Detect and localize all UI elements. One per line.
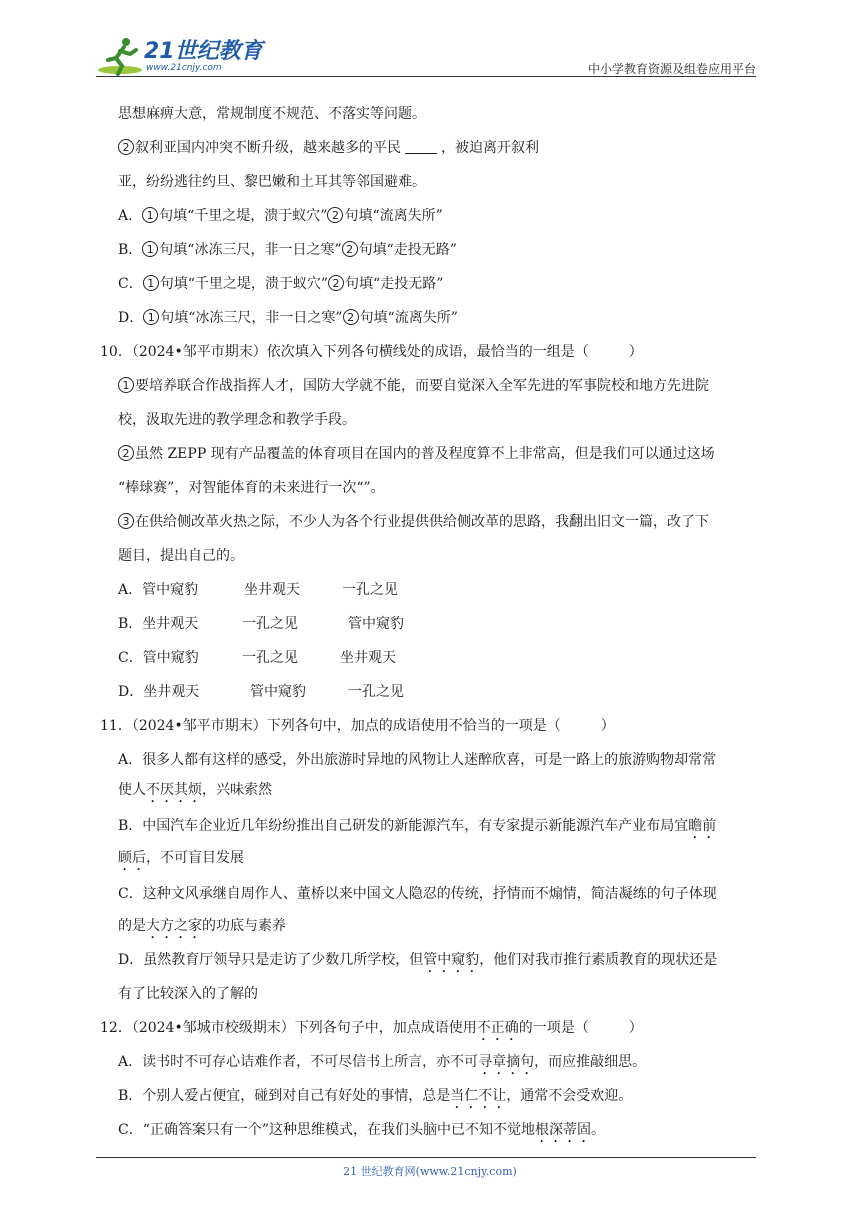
question-12-stem: 12．（2024•邹城市校级期末）下列各句子中，加点成语使用不正确的一项是（ ） (100, 1020, 643, 1036)
text-line: “棒球赛”，对智能体育的未来进行一次“”。 (118, 480, 385, 496)
platform-title: 中小学教育资源及组卷应用平台 (587, 62, 756, 76)
text-line: 校，汲取先进的教学理念和教学手段。 (118, 412, 356, 428)
option-b: B．坐井观天 一孔之见 管中窥豹 (118, 616, 404, 632)
text-line: 3 在供给侧改革火热之际，不少人为各个行业提供供给侧改革的思路，我翻出旧文一篇，改了下 (118, 512, 709, 532)
option-d: D． 1 句填“冰冻三尺，非一日之寒” 2 句填“流离失所” (118, 310, 458, 326)
text-line: 2 叙利亚国内冲突不断升级，越来越多的平民 ，被迫离开叙利 (118, 138, 539, 158)
text-line: 有了比较深入的了解的 (118, 986, 258, 1002)
question-10-stem: 10．（2024•邹平市期末）依次填入下列各句横线处的成语，最恰当的一组是（ ） (100, 344, 643, 360)
text-line: 1 要培养联合作战指挥人才，国防大学就不能，而要自觉深入全军先进的军事院校和地方先进院 (118, 376, 709, 396)
logo-url: www.21cnjy.com (146, 63, 222, 73)
option-b: B．个别人爱占便宜，碰到对自己有好处的事情，总是当仁不让，通常不会受欢迎。 (118, 1088, 633, 1104)
option-a: A． 1 句填“千里之堤，溃于蚁穴” 2 句填“流离失所” (118, 208, 443, 224)
option-d: D．坐井观天 管中窥豹 一孔之见 (118, 684, 404, 700)
option-c: C． 1 句填“千里之堤，溃于蚁穴” 2 句填“走投无路” (118, 276, 444, 292)
fill-blank (405, 139, 437, 154)
footer-divider (96, 1157, 756, 1158)
text-line: 题目，提出自己的。 (118, 548, 244, 564)
runner-logo-icon (96, 36, 146, 78)
page-footer: 21 世纪教育网(www.21cnjy.com) (343, 1165, 517, 1178)
text-line: 使人不厌其烦，兴味索然 (118, 782, 272, 798)
option-a: A．管中窥豹 坐井观天 一孔之见 (118, 582, 398, 598)
text-line: 2 虽然 ZEPP 现有产品覆盖的体育项目在国内的普及程度算不上非常高，但是我们可以通过这场 (118, 444, 715, 464)
logo-text: 21世纪教育 (144, 39, 263, 64)
option-a: A．读书时不可存心诘难作者，不可尽信书上所言，亦不可寻章摘句，而应推敲细思。 (118, 1054, 647, 1070)
header-divider (96, 76, 756, 77)
option-c: C．这种文风承继自周作人、董桥以来中国文人隐忍的传统，抒情而不煽情，简洁凝练的句子体现 (118, 886, 717, 902)
text-line: 亚，纷纷逃往约旦、黎巴嫩和土耳其等邻国避难。 (118, 174, 426, 190)
text-line: 思想麻痹大意，常规制度不规范、不落实等问题。 (118, 106, 426, 122)
option-c: C．管中窥豹 一孔之见 坐井观天 (118, 650, 396, 666)
option-b: B．中国汽车企业近几年纷纷推出自己研发的新能源汽车，有专家提示新能源汽车产业布局宜瞻前 (118, 818, 717, 834)
text-line: 的是大方之家的功底与素养 (118, 918, 286, 934)
site-logo (96, 36, 266, 78)
text-line: 顾后，不可盲目发展 (118, 850, 244, 866)
option-b: B． 1 句填“冰冻三尺，非一日之寒” 2 句填“走投无路” (118, 242, 457, 258)
page-header (0, 0, 860, 82)
option-a: A．很多人都有这样的感受，外出旅游时异地的风物让人迷醉欣喜，可是一路上的旅游购物却常常 (118, 752, 717, 768)
option-d: D．虽然教育厅领导只是走访了少数几所学校，但管中窥豹，他们对我市推行素质教育的现状还是 (118, 952, 718, 968)
question-11-stem: 11．（2024•邹平市期末）下列各句中，加点的成语使用不恰当的一项是（ ） (100, 718, 615, 734)
option-c: C．“正确答案只有一个”这种思维模式，在我们头脑中已不知不觉地根深蒂固。 (118, 1122, 606, 1138)
